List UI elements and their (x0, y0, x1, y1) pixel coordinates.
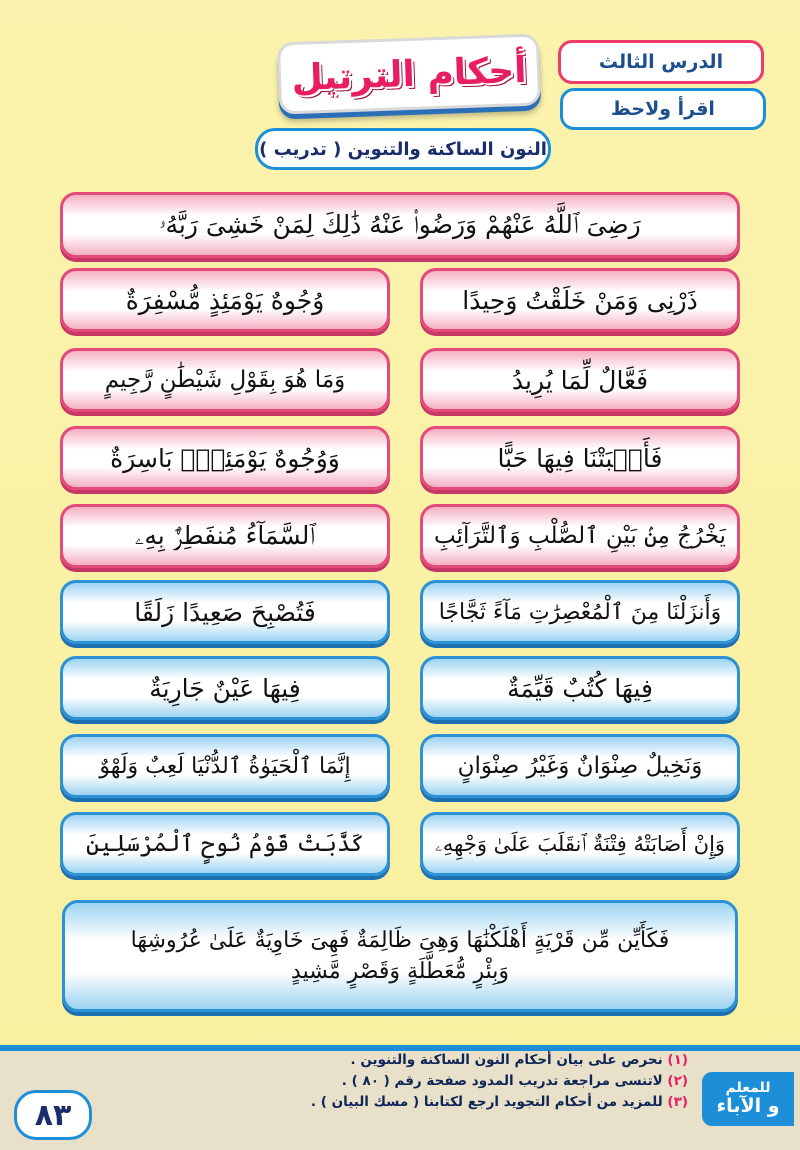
verse-text: رَضِىَ ٱللَّهُ عَنْهُمْ وَرَضُوا۟ عَنْهُ ذَٰلِكَ لِمَنْ خَشِىَ رَبَّهُۥ (159, 210, 641, 239)
verse-text: وَإِنْ أَصَابَتْهُ فِتْنَةٌ ٱنقَلَبَ عَلَىٰ وَجْهِهِۦ (434, 831, 726, 856)
verse-card-left-2 (60, 348, 390, 412)
note-text: نحرص على بيان أحكام النون الساكنة والتنوين . (350, 1052, 663, 1068)
page-title-text: أحكام الترتيل (290, 49, 528, 99)
note-number: (٢) (667, 1072, 688, 1089)
page-title (277, 33, 541, 114)
verse-text: يَخْرُجُ مِنۢ بَيْنِ ٱلصُّلْبِ وَٱلتَّرَآئِبِ (434, 523, 726, 549)
note-number: (٣) (667, 1093, 688, 1110)
verse-card-right-5 (420, 580, 740, 644)
verse-text: فَتُصْبِحَ صَعِيدًا زَلَقًا (134, 597, 316, 627)
verse-card-right-1 (420, 268, 740, 332)
verse-card-right-8 (420, 812, 740, 876)
verse-text: كَذَّبَتْ قَوْمُ نُوحٍ ٱلْمُرْسَلِينَ (86, 831, 364, 857)
verse-text-line2: وَبِئْرٍ مُّعَطَّلَةٍ وَقَصْرٍ مَّشِيدٍ (291, 959, 509, 984)
verse-card-left-8 (60, 812, 390, 876)
verse-text: وَأَنزَلْنَا مِنَ ٱلْمُعْصِرَٰتِ مَآءً ثَجَّاجًا (438, 599, 722, 625)
lesson-label: الدرس الثالث (558, 40, 764, 84)
verse-card-left-7 (60, 734, 390, 798)
section-subtitle: النون الساكنة والتنوين ( تدريب ) (255, 128, 551, 170)
read-and-observe-label: اقرأ ولاحظ (560, 88, 766, 130)
verse-text-line1: فَكَأَيِّن مِّن قَرْيَةٍ أَهْلَكْنَٰهَا وَهِىَ ظَالِمَةٌ فَهِىَ خَاوِيَةٌ عَلَىٰ عُرُوشِهَا (130, 928, 670, 953)
verse-text: وَنَخِيلٌ صِنْوَانٌ وَغَيْرُ صِنْوَانٍ (457, 753, 703, 779)
verse-card-left-1 (60, 268, 390, 332)
verse-card-right-6 (420, 656, 740, 720)
note-2 (168, 1071, 688, 1092)
note-text: لاتنسى مراجعة تدريب المدود صفحة رقم ( ٨٠ ) . (341, 1072, 663, 1089)
verse-card-bottom (62, 900, 738, 1012)
note-text: للمزيد من أحكام التجويد ارجع لكتابنا ( مسك البيان ) . (310, 1093, 663, 1110)
verse-card-right-7 (420, 734, 740, 798)
verse-text: إِنَّمَا ٱلْحَيَوٰةُ ٱلدُّنْيَا لَعِبٌ وَلَهْوٌ (99, 753, 351, 779)
verse-text: ٱلسَّمَآءُ مُنفَطِرٌۢ بِهِۦ (134, 521, 316, 550)
badge-line2: و الآباء (716, 1095, 780, 1118)
verse-text: فَأَنۢبَتْنَا فِيهَا حَبًّا (497, 443, 663, 473)
verse-text: فِيهَا عَيْنٌ جَارِيَةٌ (149, 673, 301, 703)
verse-text: فِيهَا كُتُبٌ قَيِّمَةٌ (507, 673, 653, 703)
verse-card-right-3 (420, 426, 740, 490)
verse-card-left-6 (60, 656, 390, 720)
verse-card-right-4 (420, 504, 740, 568)
verse-text: وَوُجُوهٌ يَوْمَئِذٍۭ بَاسِرَةٌ (110, 443, 340, 473)
verse-text: ذَرْنِى وَمَنْ خَلَقْتُ وَحِيدًا (462, 285, 698, 315)
teacher-notes (168, 1050, 688, 1113)
note-number: (١) (667, 1052, 688, 1068)
badge-line1: للمعلم (725, 1079, 771, 1096)
note-3 (168, 1092, 688, 1113)
page-number: ٨٣ (14, 1090, 92, 1140)
verse-card-top (60, 192, 740, 258)
verse-text: فَعَّالٌ لِّمَا يُرِيدُ (511, 365, 649, 395)
verse-card-right-2 (420, 348, 740, 412)
verse-card-left-4 (60, 504, 390, 568)
verse-card-left-3 (60, 426, 390, 490)
note-1 (168, 1050, 688, 1071)
verse-text: وَمَا هُوَ بِقَوْلِ شَيْطَٰنٍ رَّجِيمٍ (104, 367, 346, 393)
verse-text: وُجُوهٌ يَوْمَئِذٍ مُّسْفِرَةٌ (125, 285, 325, 315)
teacher-parents-badge (702, 1072, 794, 1126)
verse-card-left-5 (60, 580, 390, 644)
